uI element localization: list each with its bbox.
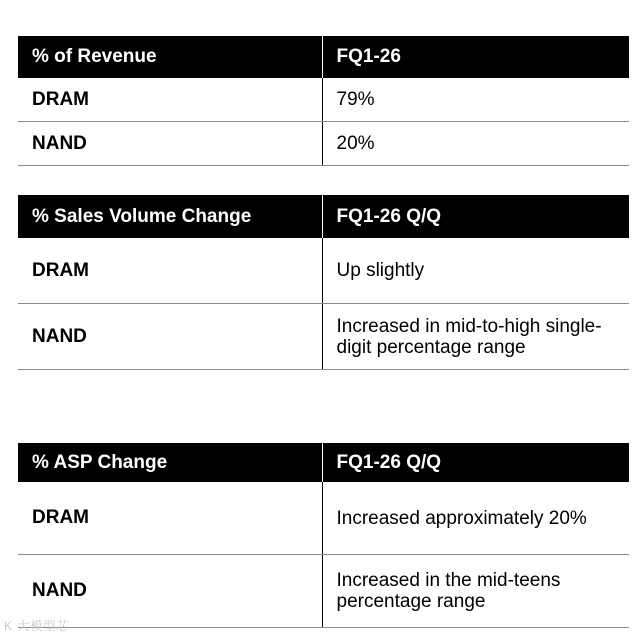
row-label-nand: NAND — [18, 555, 322, 628]
row-value-dram: Up slightly — [322, 238, 629, 304]
row-value-nand: Increased in mid-to-high single-digit percentage range — [322, 304, 629, 370]
row-value-nand: Increased in the mid-teens percentage range — [322, 555, 629, 628]
row-value-dram: Increased approximately 20% — [322, 482, 629, 555]
row-label-nand: NAND — [18, 304, 322, 370]
header-metric: % Sales Volume Change — [18, 195, 322, 238]
table-row — [18, 78, 629, 122]
row-value-nand: 20% — [322, 122, 629, 166]
asp-change-table — [18, 443, 629, 628]
table-row — [18, 238, 629, 304]
header-metric: % ASP Change — [18, 443, 322, 482]
table-row — [18, 304, 629, 370]
table-row — [18, 122, 629, 166]
revenue-mix-table — [18, 36, 629, 166]
row-label-dram: DRAM — [18, 482, 322, 555]
table-header-row — [18, 36, 629, 78]
table-header-row — [18, 195, 629, 238]
header-period: FQ1-26 Q/Q — [322, 443, 629, 482]
row-label-dram: DRAM — [18, 238, 322, 304]
sales-volume-change-table — [18, 195, 629, 370]
header-period: FQ1-26 — [322, 36, 629, 78]
header-metric: % of Revenue — [18, 36, 322, 78]
watermark: K 大模型芯 — [4, 619, 70, 633]
header-period: FQ1-26 Q/Q — [322, 195, 629, 238]
row-label-dram: DRAM — [18, 78, 322, 122]
table-header-row — [18, 443, 629, 482]
row-value-dram: 79% — [322, 78, 629, 122]
table-row — [18, 482, 629, 555]
row-label-nand: NAND — [18, 122, 322, 166]
table-row — [18, 555, 629, 628]
